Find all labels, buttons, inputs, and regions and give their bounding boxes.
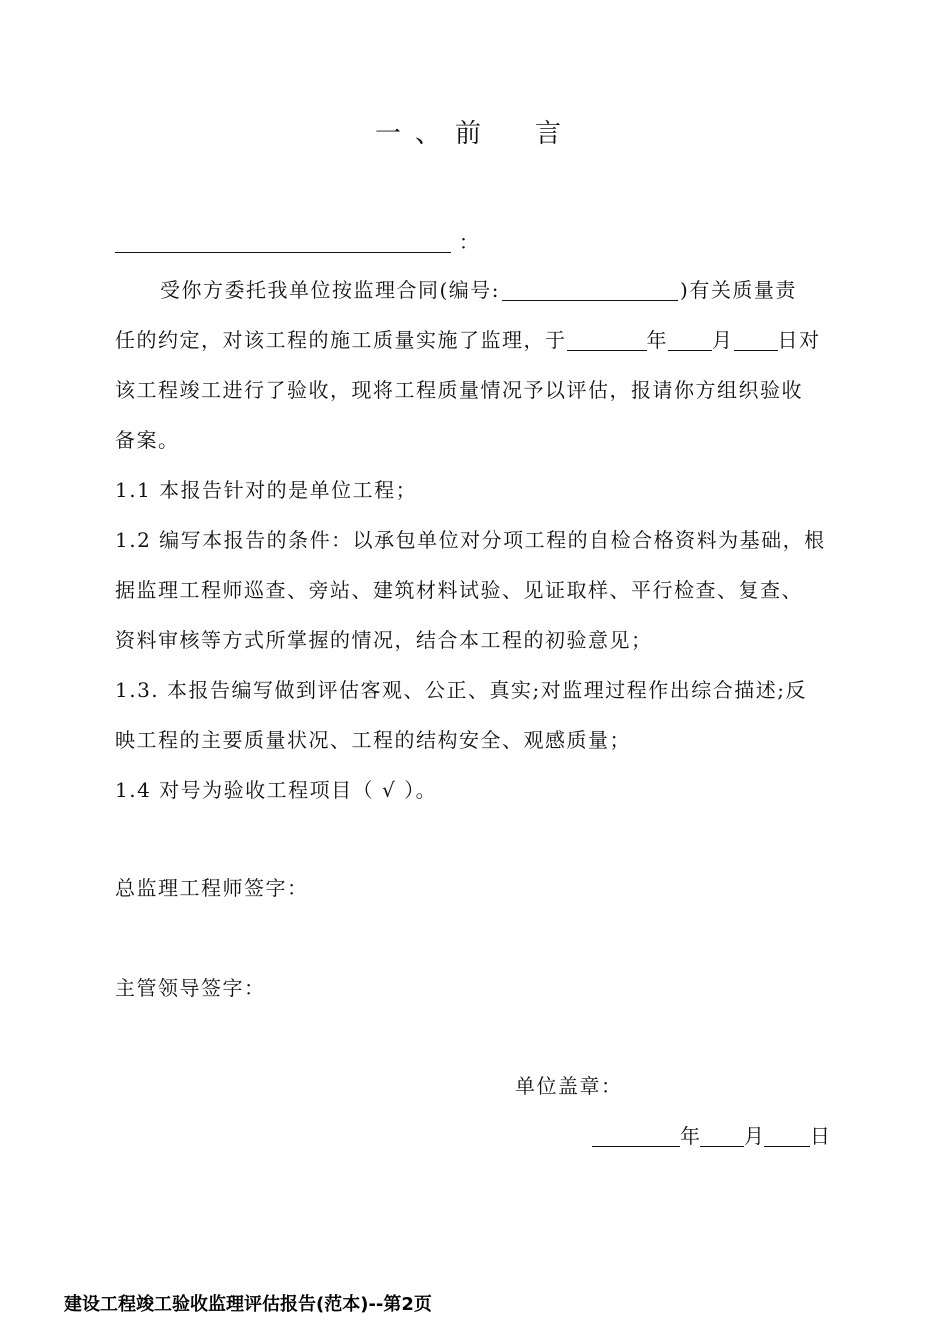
year-label: 年 <box>646 328 668 352</box>
item-1-1: 1.1 本报告针对的是单位工程； <box>115 478 418 502</box>
contract-number-blank <box>502 280 678 301</box>
item-1-3-line-2: 映工程的主要质量状况、工程的结构安全、观感质量； <box>115 728 631 752</box>
para-line-1-text: 受你方委托我单位按监理合同(编号: <box>160 278 501 302</box>
para-line-1 <box>160 274 797 303</box>
addressee-colon: ： <box>458 230 481 254</box>
inspection-month-blank <box>668 330 712 351</box>
inspection-day-blank <box>734 330 778 351</box>
item-1-3-line-1: 1.3. 本报告编写做到评估客观、公正、真实;对监理过程作出综合描述;反 <box>115 678 807 702</box>
addressee-blank <box>115 232 451 253</box>
inspection-year-blank <box>567 330 647 351</box>
page-footer: 建设工程竣工验收监理评估报告(范本)--第2页 <box>64 1294 432 1315</box>
signature-date <box>592 1120 830 1149</box>
para-line-4: 备案。 <box>115 428 180 452</box>
sign-year-blank <box>592 1126 680 1147</box>
para-line-3: 该工程竣工进行了验收，现将工程质量情况予以评估，报请你方组织验收 <box>115 378 803 402</box>
para-line-2-text: 任的约定，对该工程的施工质量实施了监理，于 <box>115 328 567 352</box>
chief-engineer-signature: 总监理工程师签字： <box>115 876 309 900</box>
month-label: 月 <box>712 328 734 352</box>
addressee-line <box>115 226 480 255</box>
manager-signature: 主管领导签字： <box>115 976 266 1000</box>
sign-day-label: 日 <box>810 1124 830 1148</box>
item-1-4: 1.4 对号为验收工程项目（ √ ）。 <box>115 778 438 802</box>
unit-stamp-label: 单位盖章： <box>515 1074 623 1098</box>
para-line-2 <box>115 324 821 353</box>
sign-month-blank <box>700 1126 744 1147</box>
item-1-2-line-3: 资料审核等方式所掌握的情况，结合本工程的初验意见； <box>115 628 653 652</box>
sign-month-label: 月 <box>744 1124 764 1148</box>
page-title: 一、前 言 <box>374 119 575 149</box>
sign-day-blank <box>764 1126 810 1147</box>
day-label: 日对 <box>777 328 821 352</box>
item-1-2-line-2: 据监理工程师巡查、旁站、建筑材料试验、见证取样、平行检查、复查、 <box>115 578 803 602</box>
sign-year-label: 年 <box>680 1124 700 1148</box>
para-line-1-tail: )有关质量责 <box>680 278 797 302</box>
item-1-2-line-1: 1.2 编写本报告的条件：以承包单位对分项工程的自检合格资料为基础，根 <box>115 528 826 552</box>
